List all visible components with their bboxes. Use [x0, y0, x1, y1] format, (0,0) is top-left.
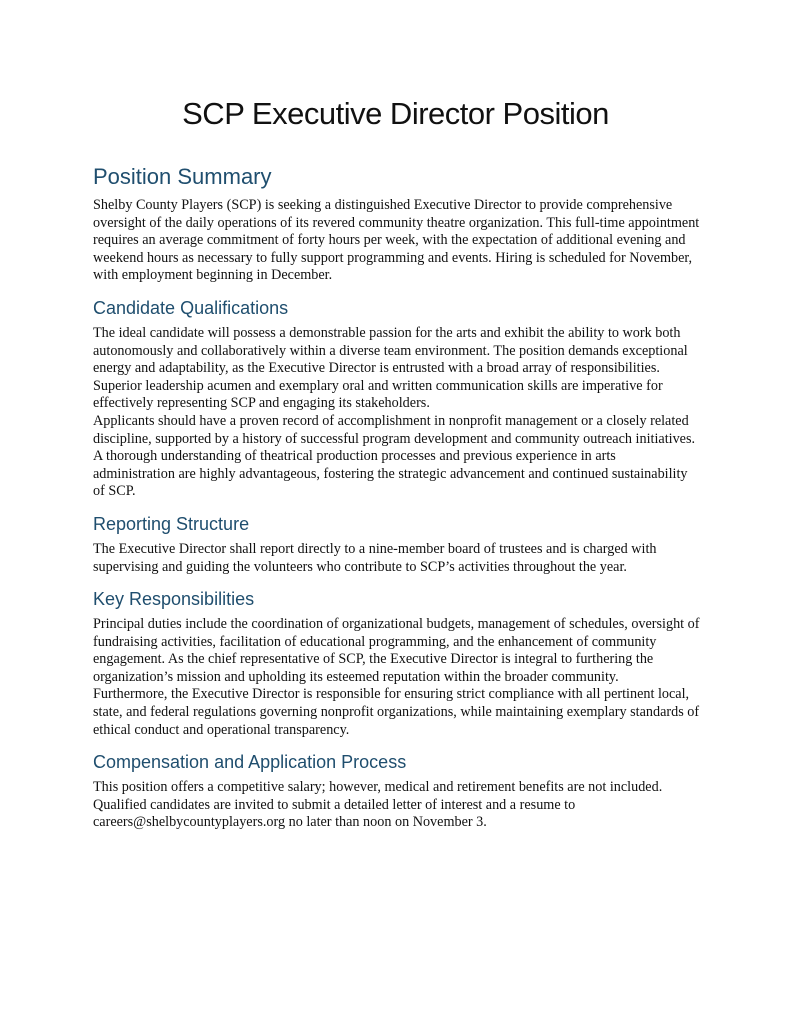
- section-heading: Reporting Structure: [93, 513, 250, 534]
- section-paragraph: The Executive Director shall report directly to a nine-member board of trustees and is charged with supervising and guiding the volunteers who contribute to SCP’s activities throughout the year.: [93, 540, 657, 575]
- document-title: SCP Executive Director Position: [182, 96, 609, 131]
- section-paragraph: Principal duties include the coordination of organizational budgets, management of schedules, oversight of fundraising activities, facilitation of educational programming, and the enhancement of community engagement. As the chief representative of SCP, the Executive Director is integral to furthering the organization’s mission and upholding its esteemed reputation within the broader community.: [93, 616, 700, 685]
- section-paragraph: Furthermore, the Executive Director is responsible for ensuring strict compliance with all pertinent local, state, and federal regulations governing nonprofit organizations, while maintaining exemplary standards of ethical conduct and operational transparency.: [93, 686, 700, 738]
- section-paragraph: This position offers a competitive salary; however, medical and retirement benefits are not included. Qualified candidates are invited to submit a detailed letter of interest and a resume to careers@shelbycountyplayers.org no later than noon on November 3.: [93, 779, 663, 831]
- section-candidate-qualifications: [93, 296, 701, 501]
- section-reporting-structure: [93, 512, 701, 576]
- section-paragraph: The ideal candidate will possess a demonstrable passion for the arts and exhibit the ability to work both autonomously and collaboratively within a diverse team environment. The position demands exceptional energy and adaptability, as the Executive Director is entrusted with a broad array of responsibilities. Superior leadership acumen and exemplary oral and written communication skills are imperative for effectively representing SCP and engaging its stakeholders.: [93, 324, 688, 412]
- section-heading: Candidate Qualifications: [93, 297, 289, 318]
- section-heading: Compensation and Application Process: [93, 752, 407, 773]
- document-body: [93, 162, 701, 832]
- section-key-responsibilities: [93, 587, 701, 739]
- section-compensation-application: [93, 750, 701, 832]
- section-heading: Position Summary: [93, 164, 272, 189]
- section-paragraph: Applicants should have a proven record of accomplishment in nonprofit management or a closely related discipline, supported by a history of successful program development and community outreach initiatives. A thorough understanding of theatrical production processes and previous experience in arts administration are highly advantageous, fostering the strategic advancement and continued sustainability of SCP.: [93, 412, 696, 500]
- section-heading: Key Responsibilities: [93, 589, 255, 610]
- section-position-summary: [93, 162, 701, 285]
- section-paragraph: Shelby County Players (SCP) is seeking a distinguished Executive Director to provide comprehensive oversight of the daily operations of its revered community theatre organization. This full-time appointment requires an average commitment of forty hours per week, with the expectation of additional evening and weekend hours as necessary to fully support programming and events. Hiring is scheduled for November, with employment beginning in December.: [93, 197, 700, 284]
